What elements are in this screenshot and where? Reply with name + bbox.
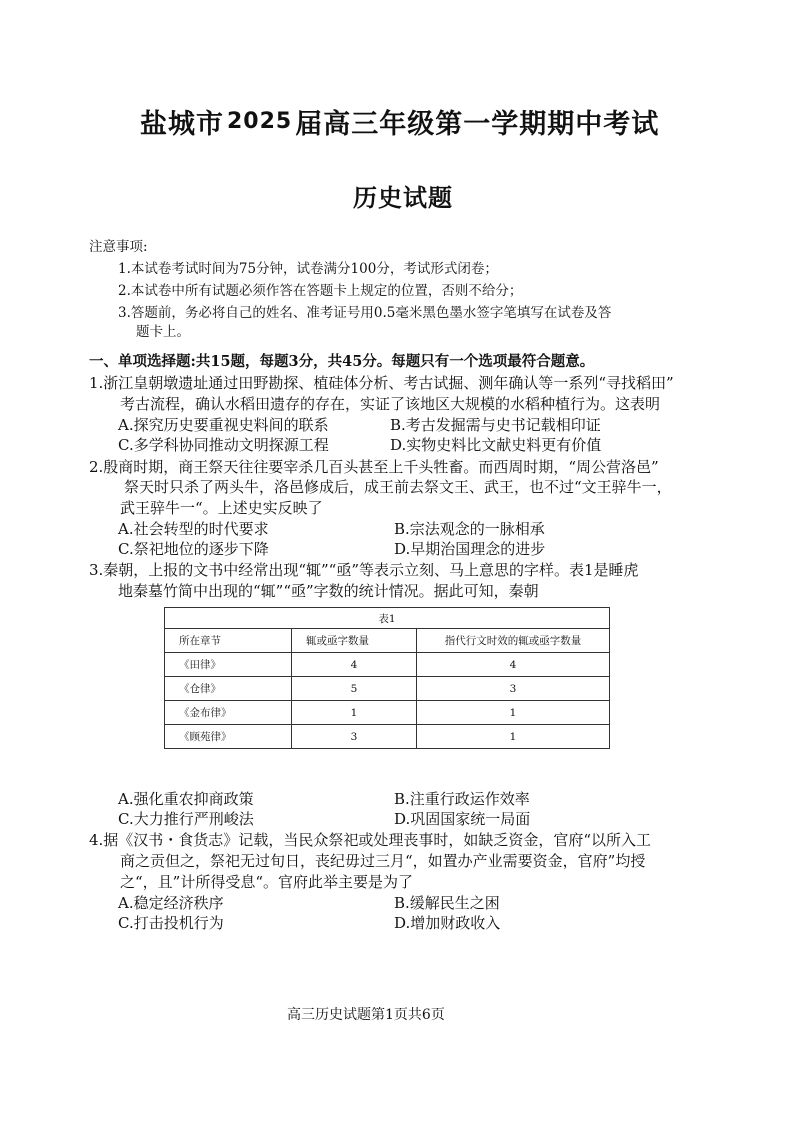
title-year: 2025	[227, 109, 293, 134]
table-caption: 表1	[165, 608, 610, 629]
q1-line-2: 考古流程，确认水稻田遗存的存在，实证了该地区大规模的水稻种植行为。这表明	[120, 395, 661, 413]
table-header: 辄或亟字数量	[292, 629, 417, 653]
table-cell: 1	[292, 701, 417, 725]
notice-item-1: 1.本试卷考试时间为75分钟，试卷满分100分，考试形式闭卷；	[118, 261, 498, 277]
q4-line-1: 4.据《汉书・食货志》记载，当民众祭祀或处理丧事时，如缺乏资金，官府“以所入工	[89, 831, 651, 849]
subject-title: 历史试题	[353, 184, 453, 212]
table-cell: 1	[417, 701, 610, 725]
table-cell: 4	[292, 653, 417, 677]
table-header: 指代行文时效的辄或亟字数量	[417, 629, 610, 653]
q4-line-3: 之“，且”计所得受息“。官府此举主要是为了	[120, 873, 414, 891]
q1-option-c: C.多学科协同推动文明探源工程	[118, 436, 329, 454]
page-footer: 高三历史试题第1页共6页	[287, 1007, 445, 1023]
table-row	[165, 725, 610, 749]
q3-line-1: 3.秦朝，上报的文书中经常出现“辄”“亟”等表示立刻、马上意思的字样。表1是睡虎	[89, 561, 639, 579]
q1-line-1: 1.浙江皇朝墩遗址通过田野勘探、植硅体分析、考古试掘、测年确认等一系列“寻找稻田”	[89, 374, 674, 392]
title-prefix: 盐城市	[140, 109, 224, 140]
q2-option-b: B.宗法观念的一脉相承	[394, 520, 545, 538]
table-row	[165, 653, 610, 677]
table-header: 所在章节	[165, 629, 292, 653]
table-cell: 3	[417, 677, 610, 701]
q2-option-d: D.早期治国理念的进步	[394, 540, 546, 558]
q3-option-c: C.大力推行严刑峻法	[118, 810, 254, 828]
q2-option-c: C.祭祀地位的逐步下降	[118, 540, 269, 558]
q3-option-b: B.注重行政运作效率	[394, 790, 530, 808]
table-cell: 《金布律》	[165, 701, 292, 725]
table-row	[165, 677, 610, 701]
table-cell: 5	[292, 677, 417, 701]
table-row	[165, 701, 610, 725]
q1-option-a: A.探究历史要重视史料间的联系	[118, 416, 329, 434]
q3-option-a: A.强化重农抑商政策	[118, 790, 254, 808]
notice-heading: 注意事项:	[89, 239, 148, 255]
q4-line-2: 商之贡但之，祭祀无过旬日，丧纪毋过三月“，如置办产业需要资金，官府”均授	[120, 852, 646, 870]
table-cell: 3	[292, 725, 417, 749]
q2-line-2: 祭天时只杀了两头牛，洛邑修成后，成王前去祭文王、武王，也不过“文王骍牛一，	[124, 478, 672, 496]
q2-line-3: 武王骍牛一“。上述史实反映了	[120, 499, 323, 517]
section-heading: 一、单项选择题:共15题，每题3分，共45分。每题只有一个选项最符合题意。	[89, 353, 595, 370]
notice-item-3: 3.答题前，务必将自己的姓名、准考证号用0.5毫米黑色墨水签字笔填写在试卷及答	[118, 305, 612, 321]
q3-option-d: D.巩固国家统一局面	[394, 810, 531, 828]
title-suffix: 届高三年级第一学期期中考试	[295, 109, 660, 140]
exam-title	[140, 102, 659, 141]
data-table	[164, 607, 610, 749]
q1-option-d: D.实物史料比文献史料更有价值	[390, 436, 602, 454]
notice-item-2: 2.本试卷中所有试题必须作答在答题卡上规定的位置，否则不给分；	[118, 283, 523, 299]
q4-option-a: A.稳定经济秩序	[118, 894, 224, 912]
table-cell: 1	[417, 725, 610, 749]
table-cell: 4	[417, 653, 610, 677]
q2-line-1: 2.殷商时期，商王祭天往往要宰杀几百头甚至上千头牲畜。而西周时期，“周公营洛邑”	[89, 458, 659, 476]
q4-option-d: D.增加财政收入	[394, 914, 501, 932]
table-cell: 《田律》	[165, 653, 292, 677]
q4-option-b: B.缓解民生之困	[394, 894, 500, 912]
table-cell: 《仓律》	[165, 677, 292, 701]
q1-option-b: B.考古发掘需与史书记载相印证	[390, 416, 601, 434]
table-cell: 《顾苑律》	[165, 725, 292, 749]
q2-option-a: A.社会转型的时代要求	[118, 520, 269, 538]
table-header-row	[165, 629, 610, 653]
notice-item-3-cont: 题卡上。	[136, 324, 190, 340]
q3-line-2: 地秦墓竹简中出现的“辄”“亟”字数的统计情况。据此可知，秦朝	[118, 582, 539, 600]
q4-option-c: C.打击投机行为	[118, 914, 224, 932]
